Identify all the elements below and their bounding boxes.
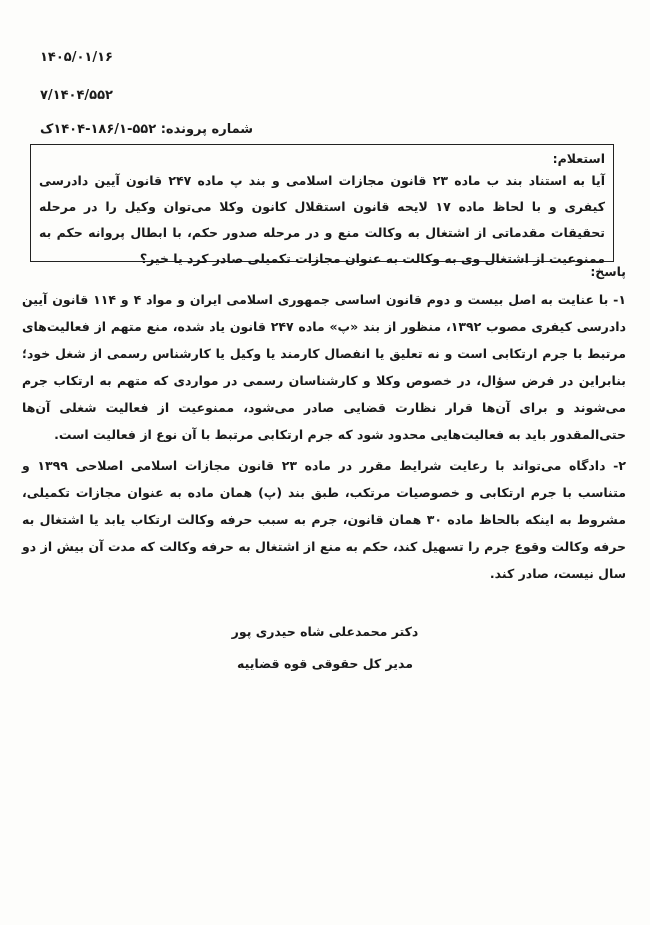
letter-date: ۱۴۰۵/۰۱/۱۶	[40, 50, 113, 65]
answer-label: پاسخ:	[590, 264, 626, 279]
question-label: استعلام:	[552, 151, 605, 166]
signatory-name: دکتر محمدعلی شاه حیدری پور	[231, 624, 419, 639]
letter-number: ۷/۱۴۰۴/۵۵۲	[40, 88, 113, 103]
question-text: آیا به استناد بند ب ماده ۲۳ قانون مجازات اسلامی و بند پ ماده ۲۴۷ قانون آیین دادرسی کیفری و با لحاظ ماده ۱۷ لایحه قانون استقلال کانون وکلا می‌توان وکیل را در مرحله تحقیقات مقدماتی از اشتغال به وکالت منع و در مرحله صدور حکم، با ابطال پروانه حکم به ممنوعیت از اشتغال وی به وکالت به عنوان مجازات تکمیلی صادر کرد یا خیر؟	[39, 173, 605, 266]
answer-paragraph-1: ۱- با عنایت به اصل بیست و دوم قانون اساسی جمهوری اسلامی ایران و مواد ۴ و ۱۱۴ قانون آیین دادرسی کیفری مصوب ۱۳۹۲، منظور از بند «پ» ماده ۲۴۷ قانون یاد شده، منع متهم از فعالیت‌های مرتبط با جرم ارتکابی است و نه تعلیق یا انفصال کارمند یا وکیل یا کارشناس رسمی از شغل خود؛ بنابراین در فرض سؤال، در خصوص وکلا و کارشناسان رسمی در مواردی که متهم به ارتکاب جرم می‌شوند و برای آن‌ها قرار نظارت قضایی صادر می‌شود، ممنوعیت از فعالیت شغلی آن‌ها حتی‌المقدور باید به فعالیت‌هایی محدود شود که جرم ارتکابی مرتبط با آن نوع از فعالیت است.	[22, 292, 626, 442]
answer-paragraph-2: ۲- دادگاه می‌تواند با رعایت شرایط مقرر در ماده ۲۳ قانون مجازات اسلامی اصلاحی ۱۳۹۹ و متناسب با جرم ارتکابی و خصوصیات مرتکب، طبق بند (پ) همان ماده به عنوان مجازات تکمیلی، مشروط به اینکه بالحاظ ماده ۳۰ همان قانون، جرم به سبب حرفه وکالت ارتکاب یابد یا اشتغال به حرفه وکالت وقوع جرم را تسهیل کند، حکم به منع از اشتغال به حرفه وکالت که مدت آن بیش از دو سال نیست، صادر کند.	[22, 458, 626, 581]
file-number: شماره پرونده: ۵۵۲-۱۸۶/۱-۱۴۰۴ک	[40, 122, 254, 137]
signatory-title: مدیر کل حقوقی قوه قضاییه	[237, 656, 413, 671]
question-box	[30, 144, 614, 266]
answer-body	[22, 286, 626, 591]
